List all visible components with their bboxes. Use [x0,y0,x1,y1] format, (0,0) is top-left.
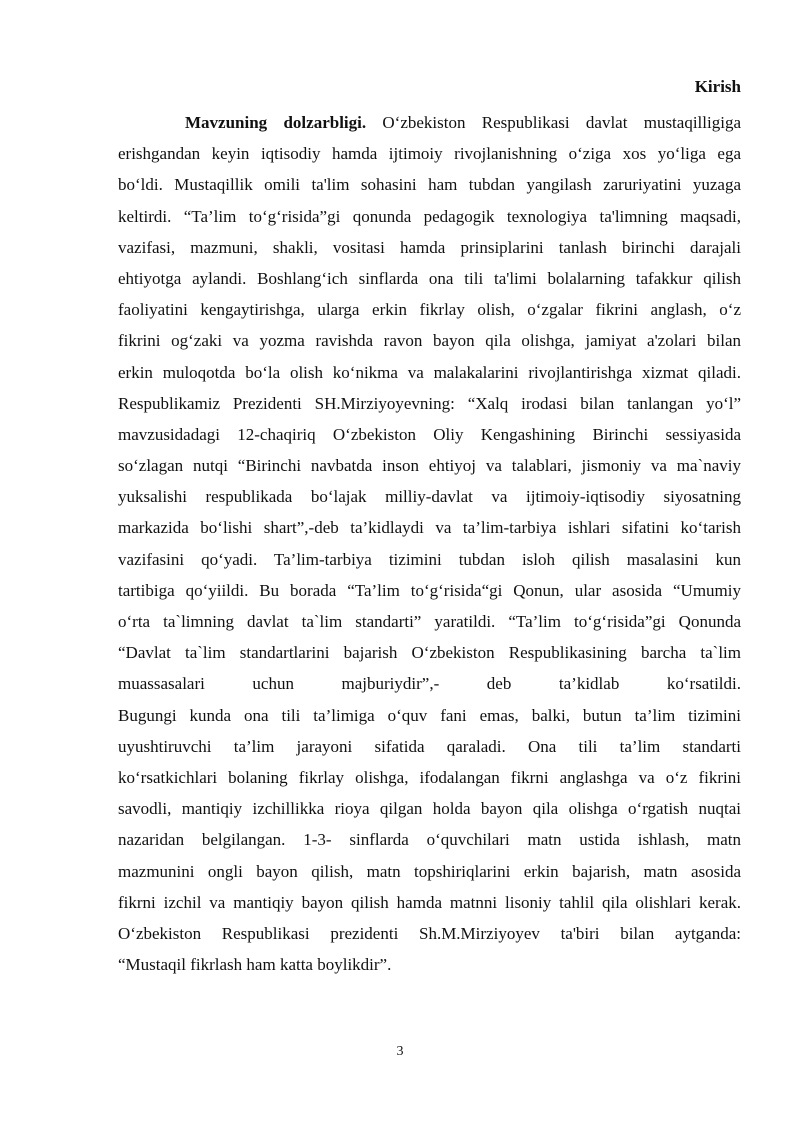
text-line-20: Bugungi kunda ona tili ta’limiga o‘quv fani emas, balki, butun ta’lim tizimini [118,705,741,725]
text-line-6: ehtiyotga aylandi. Boshlang‘ich sinflarda ona tili ta'limi bolalarning tafakkur qilish [118,268,741,288]
text-line-13: yuksalishi respublikada bo‘lajak milliy-davlat va ijtimoiy-iqtisodiy siyosatning [118,487,741,507]
text-line-25: mazmunini ongli bayon qilish, matn topshiriqlarini erkin bajarish, matn asosida [118,861,741,881]
text-line-9: erkin muloqotda bo‘la olish ko‘nikma va malakalarini rivojlantirishga xizmat qiladi. [118,362,741,382]
lead-bold-text: Mavzuning dolzarbligi. [185,113,367,132]
text-line-1-rest: O‘zbekiston Respublikasi davlat mustaqilligiga [366,113,741,132]
text-line-21: uyushtiruvchi ta’lim jarayoni sifatida qaraladi. Ona tili ta’lim standarti [118,736,741,756]
text-line-15: vazifasini qo‘yadi. Ta’lim-tarbiya tizimini tubdan isloh qilish masalasini kun [118,549,741,569]
text-line-3: bo‘ldi. Mustaqillik omili ta'lim sohasini ham tubdan yangilash zaruriyatini yuzaga [118,175,741,195]
text-line-27: O‘zbekiston Respublikasi prezidenti Sh.M.Mirziyoyev ta'biri bilan aytganda: [118,923,741,943]
text-line-23: savodli, mantiqiy izchillikka rioya qilgan holda bayon qila olishga o‘rgatish nuqtai [118,799,741,819]
text-line-10: Respublikamiz Prezidenti SH.Mirziyoyevning: “Xalq irodasi bilan tanlangan yo‘l” [118,393,741,413]
text-line-12: so‘zlagan nutqi “Birinchi navbatda inson ehtiyoj va talablari, jismoniy va ma`naviy [118,456,741,476]
text-line-2: erishgandan keyin iqtisodiy hamda ijtimoiy rivojlanishning o‘ziga xos yo‘liga ega [118,144,741,164]
text-line-24: nazaridan belgilangan. 1-3- sinflarda o‘quvchilari matn ustida ishlash, matn [118,830,741,850]
page-number: 3 [396,1044,404,1059]
text-line-22: ko‘rsatkichlari bolaning fikrlay olishga, ifodalangan fikrni anglashga va o‘z fikrini [118,767,741,787]
text-line-5: vazifasi, mazmuni, shakli, vositasi hamda prinsiplarini tanlash birinchi darajali [118,237,741,257]
text-line-14: markazida bo‘lishi shart”,-deb ta’kidlaydi va ta’lim-tarbiya ishlari sifatini ko‘tarish [118,518,741,538]
text-line-1 [118,107,741,138]
text-line-8: fikrini og‘zaki va yozma ravishda ravon bayon qila olishga, jamiyat a'zolari bilan [118,331,741,351]
text-line-19: muassasalari uchun majburiydir”,- deb ta’kidlab ko‘rsatildi. [118,674,741,694]
text-line-4: keltirdi. “Ta’lim to‘g‘risida”gi qonunda pedagogik texnologiya ta'limning maqsadi, [118,206,741,226]
text-line-18: “Davlat ta`lim standartlarini bajarish O‘zbekiston Respublikasining barcha ta`lim [118,643,741,663]
text-line-7: faoliyatini kengaytirishga, ularga erkin fikrlay olish, o‘zgalar fikrini anglash, o‘z [118,300,741,320]
text-line-16: tartibiga qo‘yiildi. Bu borada “Ta’lim to‘g‘risida“gi Qonun, ular asosida “Umumiy [118,580,741,600]
text-line-17: o‘rta ta`limning davlat ta`lim standarti” yaratildi. “Ta’lim to‘g‘risida”gi Qonunda [118,612,741,631]
text-line-26: fikrni izchil va mantiqiy bayon qilish hamda matnni lisoniy tahlil qila olishlari kerak. [118,892,741,912]
body-text [118,107,741,980]
text-line-28: “Mustaqil fikrlash ham katta boylikdir”. [118,955,392,975]
text-line-11: mavzusidadagi 12-chaqiriq O‘zbekiston Oliy Kengashining Birinchi sessiyasida [118,424,741,444]
section-heading: Kirish [694,77,741,96]
